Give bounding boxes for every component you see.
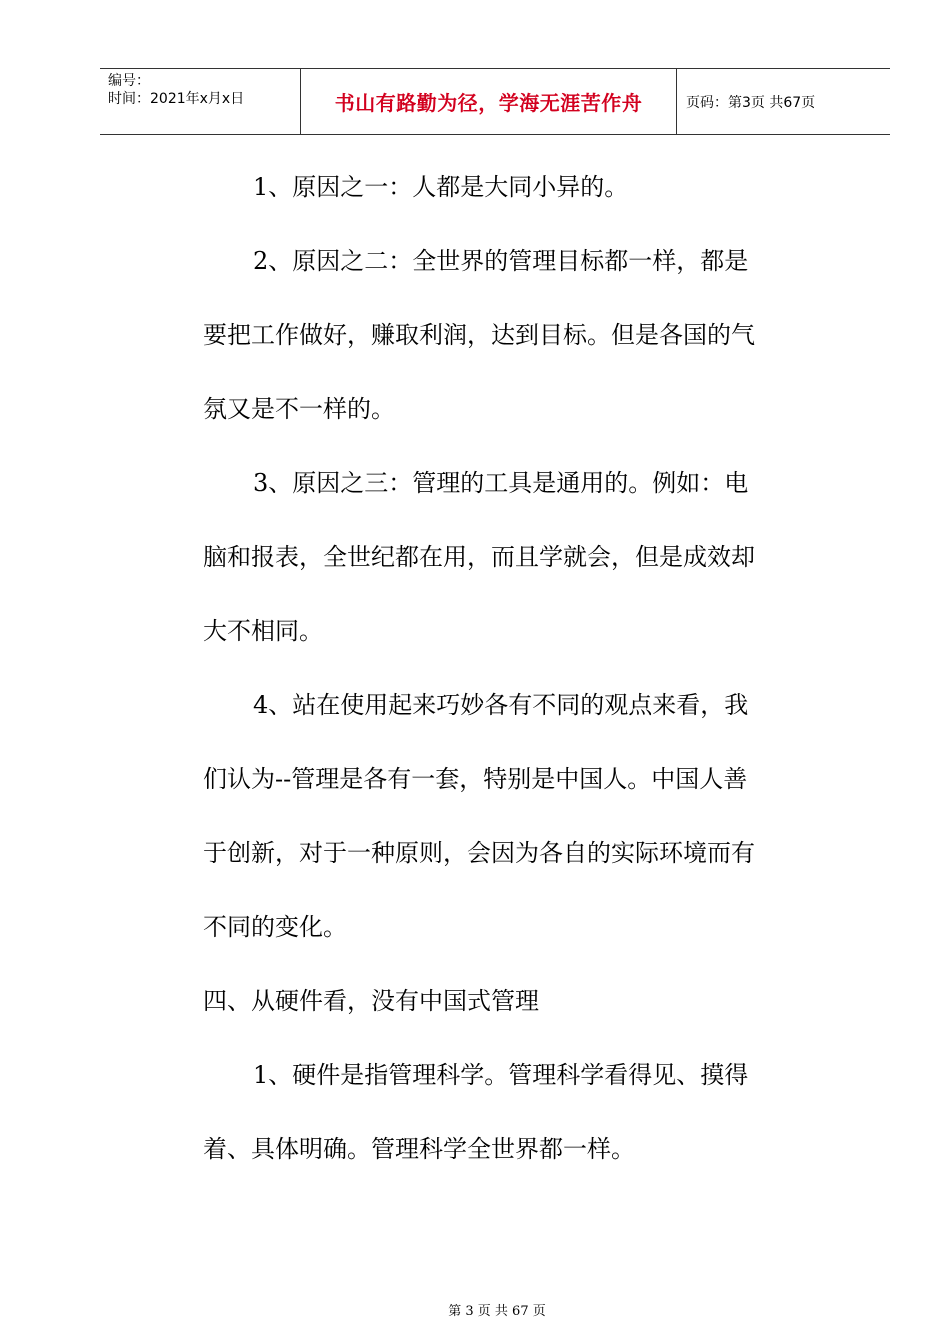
time-label: 时间：2021年x月x日 (108, 91, 245, 107)
paragraph-line: 1、硬件是指管理科学。管理科学看得见、摸得 (253, 1061, 749, 1089)
header-motto: 书山有路勤为径，学海无涯苦作舟 (301, 69, 677, 134)
document-body (203, 150, 793, 1186)
paragraph-line: 3、原因之三：管理的工具是通用的。例如：电 (253, 469, 749, 497)
paragraph-line: 不同的变化。 (203, 913, 347, 941)
paragraph-line: 4、站在使用起来巧妙各有不同的观点来看，我 (253, 691, 749, 719)
document-header (100, 68, 890, 135)
header-meta (100, 69, 301, 134)
paragraph-line: 们认为--管理是各有一套，特别是中国人。中国人善 (203, 765, 748, 793)
paragraph-line: 要把工作做好，赚取利润，达到目标。但是各国的气 (203, 321, 755, 349)
section-heading: 四、从硬件看，没有中国式管理 (203, 987, 539, 1015)
page-footer: 第 3 页 共 67 页 (448, 1304, 546, 1319)
paragraph-line: 1、原因之一：人都是大同小异的。 (253, 173, 629, 201)
paragraph-line: 氛又是不一样的。 (203, 395, 395, 423)
header-page-info: 页码：第3页 共67页 (686, 94, 816, 111)
paragraph-line: 2、原因之二：全世界的管理目标都一样，都是 (253, 247, 749, 275)
paragraph-line: 大不相同。 (203, 617, 323, 645)
paragraph-line: 于创新，对于一种原则，会因为各自的实际环境而有 (203, 839, 755, 867)
number-label: 编号： (108, 73, 150, 89)
paragraph-line: 着、具体明确。管理科学全世界都一样。 (203, 1135, 635, 1163)
paragraph-line: 脑和报表，全世纪都在用，而且学就会，但是成效却 (203, 543, 755, 571)
